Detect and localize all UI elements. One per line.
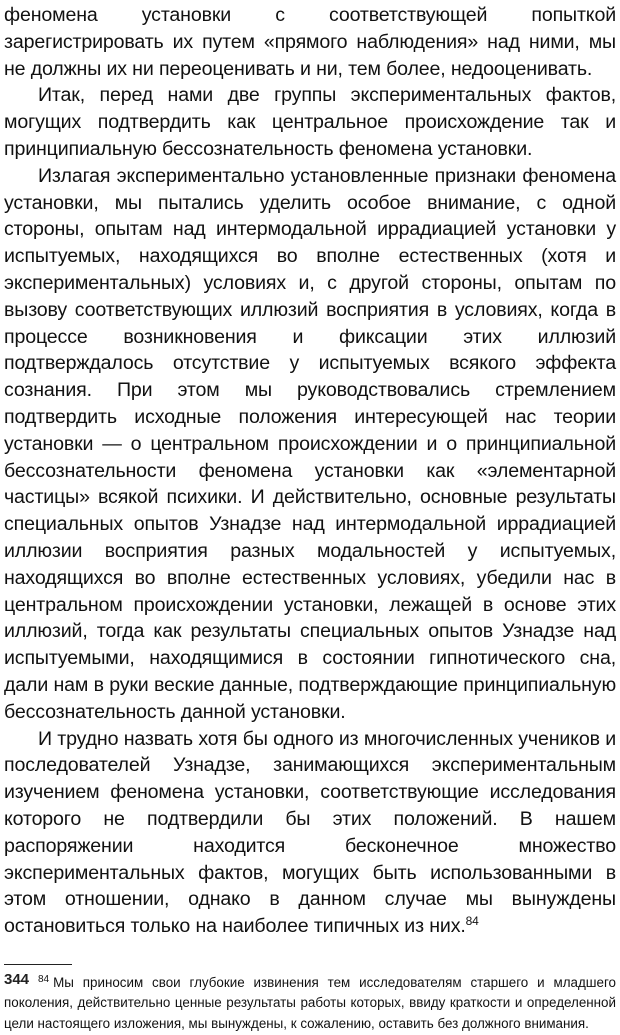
- footnote: [4, 973, 616, 1035]
- paragraph: Итак, перед нами две группы экспериментальных фактов, могущих подтвердить как центральное происхождение так и принципиальную бессознательность феномена установки.: [4, 84, 616, 160]
- footnote-marker: 84: [38, 973, 50, 985]
- paragraph-with-note: [4, 726, 616, 940]
- paragraph: Излагая экспериментально установленные признаки феномена установки, мы пытались уделить особое внимание, с одной стороны, опытам над интермодальной иррадиацией установки у испытуемых, находящихся во вполне естественных (хотя и экспериментальных) условиях и, с другой стороны, опытам по вызову соответствующих иллюзий восприятия в условиях, когда в процессе возникновения и фиксации этих иллюзий подтверждалось отсутствие у испытуемых всякого эффекта сознания. При этом мы руководствовались стремлением подтвердить исходные положения интересующей нас теории установки — о центральном происхождении и о принципиальной бессознательности феномена установки как «элементарной частицы» всякой психики. И действительно, основные результаты специальных опытов Узнадзе над интермодальной иррадиацией иллюзии восприятия разных модальностей у испытуемых, находящихся во вполне естественных условиях, убедили нас в центральном происхождении установки, лежащей в основе этих иллюзий, тогда как результаты специальных опытов Узнадзе над испытуемыми, находящимися в состоянии гипнотического сна, дали нам в руки веские данные, подтверждающие принципиальную бессознательность данной установки.: [4, 164, 616, 723]
- footnote-reference: 84: [465, 914, 479, 929]
- footnote-separator: [4, 964, 72, 965]
- main-text: [4, 2, 616, 940]
- paragraph-text: И трудно назвать хотя бы одного из многочисленных учеников и последователей Узнадзе, занимающихся экспериментальным изучением феномена установки, соответствующие исследования которого не подтвердили бы этих положений. В нашем распоряжении находится бесконечное множество экспериментальных фактов, могущих быть использованными в этом отношении, однако в данном случае мы вынуждены остановиться только на наиболее типичных из них.: [4, 727, 616, 938]
- paragraph-continued: феномена установки с соответствующей попыткой зарегистрировать их путем «прямого наблюдения» над ними, мы не должны их ни переоценивать и ни, тем более, недооценивать.: [4, 4, 616, 80]
- page-number: 344: [4, 971, 30, 988]
- footnote-text: Мы приносим свои глубокие извинения тем исследователям старшего и младшего поколения, действительно ценные результаты работы которых, ввиду краткости и определенной цели настоящего изложения, мы вынуждены, к сожалению, оставить без должного внимания.: [4, 974, 616, 1032]
